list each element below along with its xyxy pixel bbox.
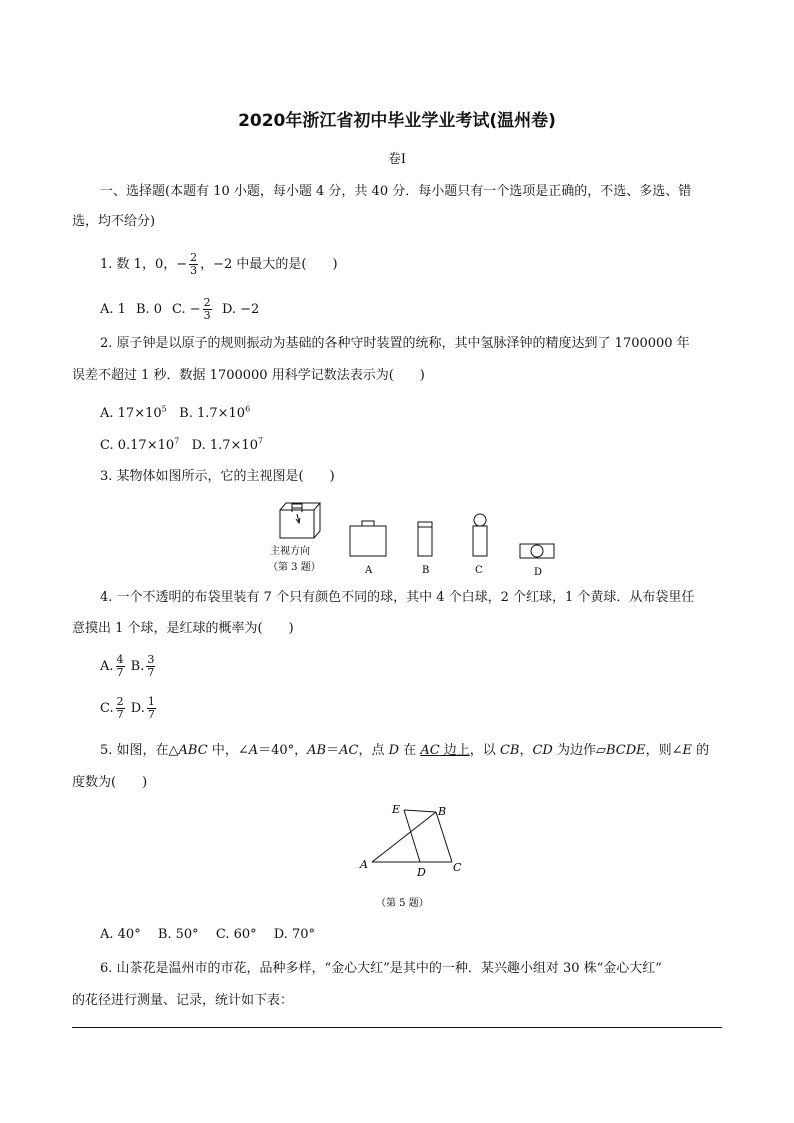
q5-segment-ed-line bbox=[404, 810, 420, 862]
q5-label-c: C bbox=[453, 861, 462, 874]
q5-text-7: 边上 bbox=[439, 743, 470, 758]
q3-option-c-shape bbox=[473, 514, 487, 556]
q3-solid-object bbox=[280, 503, 320, 538]
q5-segment-eb-line bbox=[404, 810, 436, 812]
q3-option-d-body bbox=[520, 544, 554, 558]
q1-option-b: B. 0 bbox=[135, 302, 163, 317]
q4-option-d-label: D. bbox=[130, 701, 145, 716]
q5-text-9: ， bbox=[519, 743, 533, 758]
q3-option-c-body bbox=[473, 526, 487, 556]
q2-option-b-exp: 6 bbox=[245, 405, 251, 414]
paper-section-label: 卷Ⅰ bbox=[387, 152, 407, 167]
q1-prefix: 1. 数 1，0，− bbox=[100, 257, 188, 272]
q5-text-1: 5. 如图，在△ bbox=[100, 743, 179, 758]
q3-option-b-label: B bbox=[422, 565, 430, 576]
q5-segment-cd: CD bbox=[532, 743, 553, 758]
q3-option-d-label: D bbox=[534, 567, 543, 578]
q4-option-a-label: A. bbox=[100, 659, 114, 674]
q1-option-d: D. −2 bbox=[221, 302, 260, 317]
q5-text-6: 在 bbox=[399, 743, 421, 758]
q4-option-c-numerator: 2 bbox=[116, 695, 124, 708]
q1-option-c-numerator: 2 bbox=[203, 296, 211, 309]
q2-option-a-exp: 5 bbox=[161, 405, 167, 414]
q5-segment-ab-line bbox=[372, 812, 436, 862]
q1-suffix: ，−2 中最大的是( ) bbox=[200, 257, 338, 272]
q5-figure-caption: （第 5 题） bbox=[376, 898, 429, 909]
q3-option-c-label: C bbox=[475, 565, 483, 576]
section-instructions-line2: 选，均不给分) bbox=[72, 214, 156, 229]
q5-segment-ac-2: AC bbox=[420, 743, 440, 758]
q5-label-b: B bbox=[438, 805, 447, 818]
q3-figure-caption: （第 3 题） bbox=[268, 562, 321, 573]
question-2-line2: 误差不超过 1 秒．数据 1700000 用科学记数法表示为( ) bbox=[72, 368, 425, 383]
q3-option-a-top bbox=[362, 521, 374, 526]
q2-option-c-exp: 7 bbox=[174, 437, 180, 446]
q5-label-e: E bbox=[392, 803, 401, 816]
q4-option-b-numerator: 3 bbox=[147, 653, 155, 666]
question-4-options-row2 bbox=[100, 696, 158, 721]
q3-option-a-label: A bbox=[365, 565, 373, 576]
q3-solid-top-block bbox=[292, 504, 302, 508]
q5-segment-bc-line bbox=[436, 812, 452, 862]
q5-text-2: 中，∠ bbox=[207, 743, 249, 758]
q1-fraction-denominator: 3 bbox=[190, 264, 198, 277]
q1-fraction bbox=[189, 252, 198, 277]
question-4-options-row1 bbox=[100, 654, 157, 679]
q4-option-c-label: C. bbox=[100, 701, 114, 716]
question-2-options-row1 bbox=[100, 402, 250, 422]
question-2-options-row2 bbox=[100, 434, 263, 454]
q5-text-5: ，点 bbox=[358, 743, 389, 758]
question-5-line1 bbox=[100, 743, 709, 759]
q5-text-10: 为边作▱ bbox=[552, 743, 606, 758]
question-3-stem: 3. 某物体如图所示，它的主视图是( ) bbox=[100, 469, 335, 484]
q5-point-d: D bbox=[388, 743, 400, 758]
q5-text-12: 的 bbox=[692, 743, 710, 758]
q5-angle-a: A bbox=[248, 743, 259, 758]
q3-option-d-circle bbox=[531, 545, 543, 557]
q5-text-11: ，则∠ bbox=[645, 743, 683, 758]
question-2-line1: 2. 原子钟是以原子的规则振动为基础的各种守时装置的统称，其中氢脉泽钟的精度达到了 1700000 年 bbox=[100, 336, 690, 351]
q3-option-a-shape bbox=[350, 521, 386, 556]
q1-option-c-prefix: C. − bbox=[172, 302, 201, 317]
q5-parallelogram-bcde: BCDE bbox=[605, 743, 646, 758]
q4-option-c-denominator: 7 bbox=[116, 708, 124, 721]
exam-title: 2020年浙江省初中毕业学业考试(温州卷) bbox=[238, 111, 556, 131]
q3-option-d-shape bbox=[520, 544, 554, 558]
q1-fraction-numerator: 2 bbox=[190, 251, 198, 264]
q3-option-c-circle bbox=[474, 514, 486, 526]
q4-option-a-fraction bbox=[116, 654, 125, 679]
question-1-stem bbox=[100, 252, 338, 277]
q5-label-a: A bbox=[360, 858, 368, 871]
q3-option-b-shape bbox=[418, 522, 432, 556]
q5-text-3: ＝40°， bbox=[258, 743, 308, 758]
q5-angle-e: E bbox=[682, 743, 693, 758]
q5-segment-cb: CB bbox=[499, 743, 520, 758]
question-6-line2: 的花径进行测量、记录，统计如下表： bbox=[72, 993, 294, 1008]
q5-label-d: D bbox=[417, 866, 426, 879]
q4-option-b-fraction bbox=[146, 654, 155, 679]
question-3-figure bbox=[262, 496, 562, 580]
q3-view-direction-label: 主视方向 bbox=[270, 546, 310, 557]
section-instructions-line1: 一、选择题(本题有 10 小题，每小题 4 分，共 40 分．每小题只有一个选项是正确的，不选、多选、错 bbox=[100, 184, 692, 199]
q3-figure-svg bbox=[262, 496, 562, 580]
question-4-line1: 4. 一个不透明的布袋里装有 7 个只有颜色不同的球，其中 4 个白球，2 个红球，1 个黄球．从布袋里任 bbox=[100, 590, 695, 605]
question-4-line2: 意摸出 1 个球，是红球的概率为( ) bbox=[72, 621, 294, 636]
q4-option-d-fraction bbox=[147, 696, 156, 721]
q2-option-b bbox=[179, 406, 250, 421]
q4-option-a-denominator: 7 bbox=[116, 666, 124, 679]
q2-option-c-base: C. 0.17×10 bbox=[100, 438, 175, 454]
q5-text-4: ＝ bbox=[326, 743, 340, 758]
q4-option-b-label: B. bbox=[130, 659, 145, 674]
q5-text-8: ，以 bbox=[469, 743, 500, 758]
q2-option-a-base: A. 17×10 bbox=[100, 406, 162, 422]
q1-option-a: A. 1 bbox=[100, 302, 126, 317]
q5-segment-ac: AC bbox=[339, 743, 359, 758]
q2-option-c bbox=[100, 438, 179, 453]
q2-option-d-exp: 7 bbox=[257, 437, 264, 446]
q5-triangle-abc: ABC bbox=[178, 743, 208, 758]
q4-option-b-denominator: 7 bbox=[147, 666, 155, 679]
q4-option-a-numerator: 4 bbox=[116, 653, 124, 666]
question-5-line2: 度数为( ) bbox=[72, 775, 148, 790]
q2-option-d bbox=[192, 438, 263, 453]
q4-option-d-denominator: 7 bbox=[147, 708, 155, 721]
q1-option-c-fraction bbox=[203, 297, 212, 322]
q3-option-a-body bbox=[350, 526, 386, 556]
question-1-options bbox=[100, 297, 259, 322]
question-5-figure bbox=[352, 800, 472, 915]
q2-option-b-base: B. 1.7×10 bbox=[179, 406, 246, 422]
page-bottom-divider bbox=[72, 1027, 722, 1028]
q5-figure-svg bbox=[352, 800, 472, 915]
question-5-options: A. 40° B. 50° C. 60° D. 70° bbox=[100, 927, 316, 942]
q2-option-d-base: D. 1.7×10 bbox=[191, 438, 258, 454]
question-6-line1: 6. 山茶花是温州市的市花，品种多样，“金心大红”是其中的一种．某兴趣小组对 30 株“金心大红” bbox=[100, 961, 662, 976]
q1-option-c-denominator: 3 bbox=[203, 309, 211, 322]
q4-option-c-fraction bbox=[116, 696, 125, 721]
q4-option-d-numerator: 1 bbox=[147, 695, 155, 708]
q2-option-a bbox=[100, 406, 167, 421]
q5-segment-ab: AB bbox=[307, 743, 327, 758]
